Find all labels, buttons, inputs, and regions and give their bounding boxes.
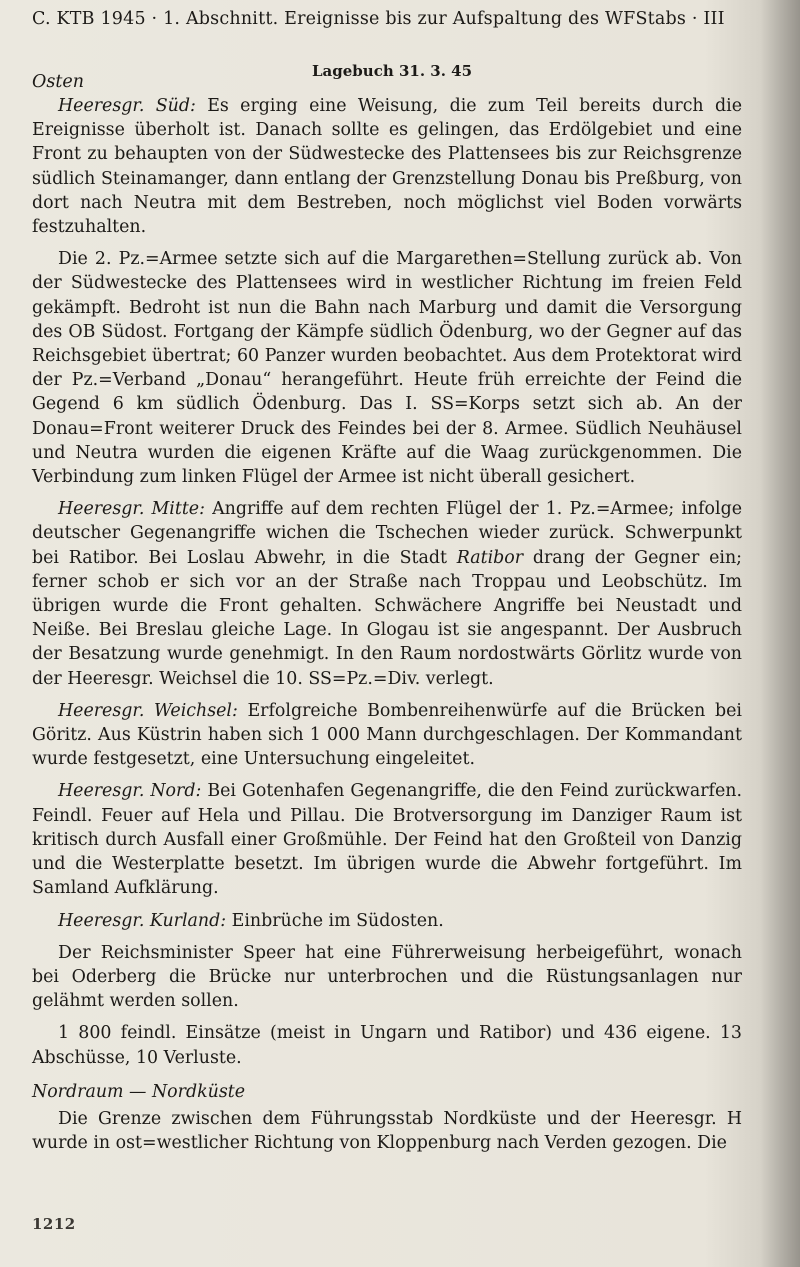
label-heeresgr-weichsel: Heeresgr. Weichsel: xyxy=(58,700,238,721)
paragraph-heeresgr-mitte: Heeresgr. Mitte: Angriffe auf dem rechten Flügel der 1. Pz.=Armee; infolge deutscher Gegenangriffe wichen die Tschechen wieder zurück. Schwerpunkt bei Ratibor. Bei Loslau Abwehr, in die Stadt Ratibor drang der Gegner ein; ferner schob er sich vor an der Straße nach Troppau und Leobschütz. Im übrigen wurde die Front gehalten. Schwächere Angriffe bei Neustadt und Neiße. Bei Breslau gleiche Lage. In Glogau ist sie angespannt. Der Ausbruch der Besatzung wurde genehmigt. In den Raum nordostwärts Görlitz wurde von der Heeresgr. Weichsel die 10. SS=Pz.=Div. verlegt. xyxy=(32,499,743,689)
label-heeresgr-nord: Heeresgr. Nord: xyxy=(58,781,202,802)
paragraph-heeresgr-kurland: Heeresgr. Kurland: Einbrüche im Südosten. xyxy=(58,910,444,931)
paragraph-heeresgr-nord: Heeresgr. Nord: Bei Gotenhafen Gegenangriffe, die den Feind zurückwarfen. Feindl. Feuer auf Hela und Pillau. Die Brotversorgung im Danziger Raum ist kritisch durch Ausfall einer Großmühle. Der Feind hat den Großteil von Danzig und die Westerplatte besetzt. Im übrigen wurde die Abwehr fortgeführt. Im Samland Aufklärung. xyxy=(32,781,742,899)
label-heeresgr-mitte: Heeresgr. Mitte: xyxy=(58,499,205,520)
paragraph-pz-armee: Die 2. Pz.=Armee setzte sich auf die Margarethen=Stellung zurück ab. Von der Südwestecke des Plattensees wird in westlicher Richtung im freien Feld gekämpft. Bedroht ist nun die Bahn nach Marburg und damit die Versorgung des OB Südost. Fortgang der Kämpfe südlich Ödenburg, wo der Gegner auf das Reichsgebiet übertrat; 60 Panzer wurden beobachtet. Aus dem Protektorat wird der Pz.=Verband „Donau“ herangeführt. Heute früh erreichte der Feind die Gegend 6 km südlich Ödenburg. Das I. SS=Korps setzt sich ab. An der Donau=Front weiterer Druck des Feindes bei der 8. Armee. Südlich Neuhäusel und Neutra wurden die eigenen Kräfte auf die Waag zurückgenommen. Die Verbindung zum linken Flügel der Armee ist nicht überall gesichert. xyxy=(32,249,742,488)
page-number: 1212 xyxy=(32,1215,76,1233)
running-head: C. KTB 1945 · 1. Abschnitt. Ereignisse bis zur Aufspaltung des WFStabs · III xyxy=(32,9,725,29)
paragraph-heeresgr-sued: Heeresgr. Süd: Es erging eine Weisung, die zum Teil bereits durch die Ereignisse überholt ist. Danach sollte es gelingen, das Erdölgebiet und eine Front zu behaupten von der Südwestecke des Plattensees bis zur Reichsgrenze südlich Steinamanger, dann entlang der Grenzstellung Donau bis Preßburg, von dort nach Neutra mit dem Bestreben, noch möglichst viel Boden vorwärts festzuhalten. xyxy=(32,96,742,238)
binding-shadow xyxy=(760,0,800,1267)
paragraph-einsaetze: 1 800 feindl. Einsätze (meist in Ungarn und Ratibor) und 436 eigene. 13 Abschüsse, 10 Verluste. xyxy=(32,1023,742,1068)
label-heeresgr-sued: Heeresgr. Süd: xyxy=(58,96,196,116)
section-heading-nordraum: Nordraum — Nordküste xyxy=(32,1081,246,1102)
paragraph-speer: Der Reichsminister Speer hat eine Führerweisung herbeigeführt, wonach bei Oderberg die Brücke nur unterbrochen und die Rüstungsanlagen nur gelähmt werden sollen. xyxy=(32,942,742,1012)
paragraph-nordraum: Die Grenze zwischen dem Führungsstab Nordküste und der Heeresgr. H wurde in ost=westlicher Richtung von Kloppenburg nach Verden gezogen. Die xyxy=(32,1108,742,1154)
entry-title: Lagebuch 31. 3. 45 xyxy=(312,62,473,80)
paragraph-heeresgr-weichsel: Heeresgr. Weichsel: Erfolgreiche Bombenreihenwürfe auf die Brücken bei Göritz. Aus Küstrin haben sich 1 000 Mann durchgeschlagen. Der Kommandant wurde festgesetzt, eine Untersuchung eingeleitet. xyxy=(32,700,742,770)
section-heading-osten: Osten xyxy=(32,72,84,92)
city-ratibor: Ratibor xyxy=(456,547,524,568)
body-text xyxy=(32,94,742,1163)
label-heeresgr-kurland: Heeresgr. Kurland: xyxy=(58,910,227,931)
